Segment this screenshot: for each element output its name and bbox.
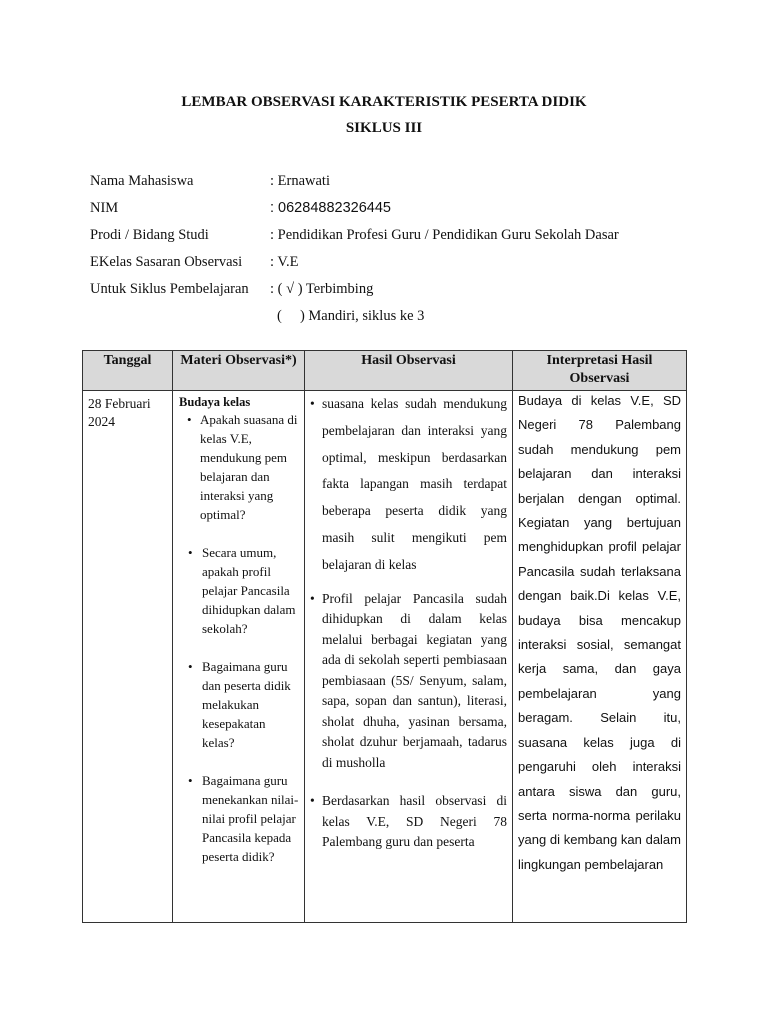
header-interpretasi: Interpretasi Hasil Observasi xyxy=(513,351,687,391)
siklus-label: Untuk Siklus Pembelajaran xyxy=(90,281,249,297)
cell-materi xyxy=(173,391,305,923)
hasil-list xyxy=(310,391,507,853)
list-item: • Bagaimana guru dan peserta didik melakukan kesepakatan kelas? xyxy=(178,657,299,752)
identity-section xyxy=(90,173,710,335)
siklus-value: : ( √ ) Terbimbing xyxy=(270,281,374,297)
prodi-label: Prodi / Bidang Studi xyxy=(90,227,209,243)
header-tanggal: Tanggal xyxy=(83,351,173,391)
cell-interpretasi xyxy=(513,391,687,923)
nim-label: NIM xyxy=(90,200,119,216)
document-subtitle: SIKLUS III xyxy=(345,120,423,136)
nim-value: : 06284882326445 xyxy=(270,200,391,216)
cell-hasil xyxy=(305,391,513,923)
document-title: LEMBAR OBSERVASI KARAKTERISTIK PESERTA DIDIK xyxy=(181,94,587,110)
kelas-label: EKelas Sasaran Observasi xyxy=(90,254,243,270)
nama-label: Nama Mahasiswa xyxy=(90,173,194,189)
tanggal-value: 28 Februari 2024 xyxy=(88,396,151,429)
kelas-value: : V.E xyxy=(270,254,299,270)
observation-table xyxy=(82,350,687,923)
list-item: • Berdasarkan hasil observasi di kelas V.E, SD Negeri 78 Palembang guru dan peserta xyxy=(310,791,507,853)
list-item: • Apakah suasana di kelas V.E, mendukung pem belajaran dan interaksi yang optimal? xyxy=(178,410,299,524)
info-row-nama xyxy=(90,173,710,200)
info-row-kelas xyxy=(90,254,710,281)
interpretasi-text: Budaya di kelas V.E, SD Negeri 78 Palembang sudah mendukung pem belajaran dan interaksi berjalan dengan optimal. Kegiatan yang bertujuan menghidupkan profil pelajar Pancasila sudah terlaksana dengan baik.Di kelas V.E, budaya bisa mencakup interaksi sosial, semangat kerja sama, dan gaya pembelajaran yang beragam. Selain itu, suasana kelas juga di pengaruhi oleh interaksi antara siswa dan guru, serta norma-norma perilaku yang di kembang kan dalam lingkungan pembelajaran xyxy=(518,393,681,872)
prodi-value: : Pendidikan Profesi Guru / Pendidikan Guru Sekolah Dasar xyxy=(270,227,619,243)
list-item: • suasana kelas sudah mendukung pembelajaran dan interaksi yang optimal, meskipun berdasarkan fakta lapangan masih terdapat beberapa peserta didik yang masih sulit mengikuti pem belajaran di kelas xyxy=(310,391,507,579)
mandiri-value: ( ) Mandiri, siklus ke 3 xyxy=(277,308,425,324)
nama-value: : Ernawati xyxy=(270,173,330,189)
info-row-siklus xyxy=(90,281,710,308)
table-header-row xyxy=(83,351,687,391)
header-materi: Materi Observasi*) xyxy=(173,351,305,391)
materi-list xyxy=(178,410,299,866)
info-row-nim xyxy=(90,200,710,227)
info-row-prodi xyxy=(90,227,710,254)
info-row-mandiri xyxy=(90,308,710,335)
header-hasil: Hasil Observasi xyxy=(305,351,513,391)
list-item: • Secara umum, apakah profil pelajar Pancasila dihidupkan dalam sekolah? xyxy=(178,543,299,638)
materi-heading: Budaya kelas xyxy=(179,395,251,409)
list-item: • Profil pelajar Pancasila sudah dihidupkan di dalam kelas melalui berbagai kegiatan yang ada di sekolah seperti pembiasaan pembiasaan (5S/ Senyum, salam, sapa, sopan dan santun), literasi, sholat dhuha, yasinan bersama, sholat dzuhur berjamaah, tadarus di musholla xyxy=(310,589,507,774)
table-row xyxy=(83,391,687,923)
list-item: • Bagaimana guru menekankan nilai-nilai profil pelajar Pancasila kepada peserta didik? xyxy=(178,771,299,866)
cell-tanggal xyxy=(83,391,173,923)
